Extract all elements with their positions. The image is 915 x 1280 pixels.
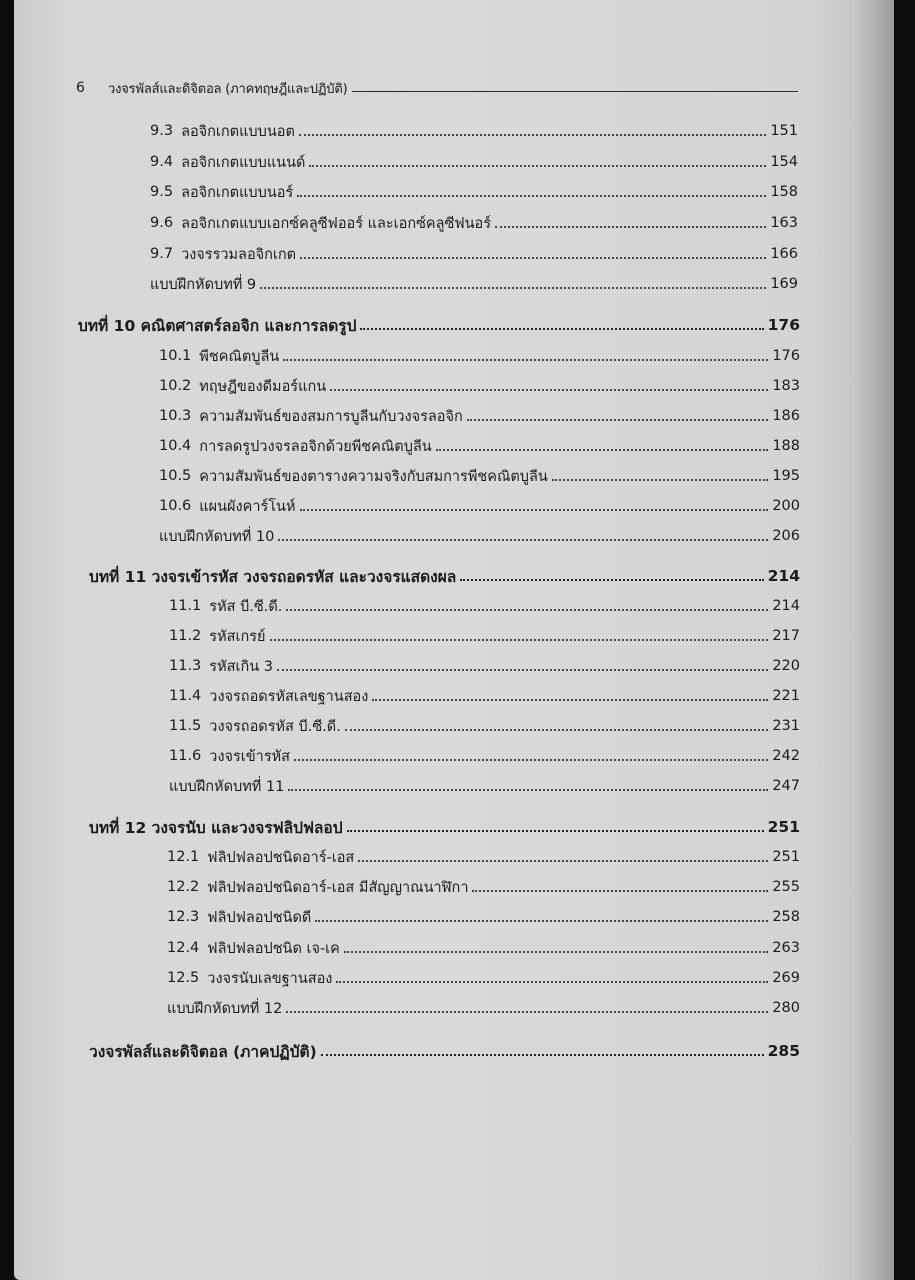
section-number: 11.6 [169,748,202,764]
section-number: 10.3 [159,408,192,424]
toc-entry [159,343,800,369]
chapter-heading [89,563,800,589]
toc-entry [150,149,798,175]
section-title: ลอจิกเกตแบบนอร์ [181,184,294,201]
dot-leader [467,419,769,421]
practice-section-title: วงจรพัลส์และดิจิตอล (ภาคปฏิบัติ) [89,1042,317,1061]
page-ref: 247 [772,778,800,794]
dot-leader [277,669,768,671]
page-ref: 217 [772,628,800,644]
page-ref: 176 [772,348,800,364]
section-number: 12.3 [167,909,200,925]
section-number: 9.5 [150,184,174,200]
toc-entry [167,935,800,961]
table-of-contents [14,0,894,1280]
toc-exercise-entry [169,773,800,799]
chapter-heading [78,312,800,338]
dot-leader [330,389,768,391]
page-ref: 200 [772,498,800,514]
page-ref: 206 [772,528,800,544]
page-ref: 280 [772,1000,800,1016]
page-ref: 255 [772,879,800,895]
section-number: 11.3 [169,658,202,674]
section-title: ลอจิกเกตแบบแนนด์ [181,154,306,171]
section-title: ฟลิปฟลอปชนิดดี [207,909,312,926]
dot-leader [286,609,768,611]
dot-leader [347,830,764,832]
toc-entry [169,653,800,679]
running-header-title: วงจรพัลส์และดิจิตอล (ภาคทฤษฎีและปฏิบัติ) [108,81,348,97]
page-ref: 154 [770,154,798,170]
section-number: 12.5 [167,970,200,986]
page-ref: 195 [772,468,800,484]
section-number: 12.1 [167,849,200,865]
dot-leader [552,479,768,481]
section-number: 10.4 [159,438,192,454]
page-number: 6 [76,80,85,96]
section-number: 9.7 [150,246,174,262]
toc-entry [169,683,800,709]
section-title: ความสัมพันธ์ของสมการบูลีนกับวงจรลอจิก [199,408,463,425]
section-title: ความสัมพันธ์ของตารางความจริงกับสมการพีชคณิตบูลีน [199,468,548,485]
page-ref: 263 [772,940,800,956]
page-ref: 151 [770,123,798,139]
section-title: แผนผังคาร์โนห์ [199,498,296,515]
section-number: 9.6 [150,215,174,231]
page-ref: 220 [772,658,800,674]
dot-leader [436,449,769,451]
chapter-heading [89,814,800,840]
section-title: รหัสเกิน 3 [209,658,273,675]
exercise-title: แบบฝึกหัดบทที่ 12 [167,1000,283,1017]
toc-entry [169,743,800,769]
dot-leader [336,981,768,983]
section-number: 11.2 [169,628,202,644]
dot-leader [299,134,766,136]
section-number: 10.6 [159,498,192,514]
practice-section-heading [89,1038,800,1064]
page-ref: 269 [772,970,800,986]
toc-entry [159,493,800,519]
chapter-title: บทที่ 10 คณิตศาสตร์ลอจิก และการลดรูป [78,316,357,335]
dot-leader [345,729,769,731]
toc-entry [159,403,800,429]
dot-leader [372,699,768,701]
exercise-title: แบบฝึกหัดบทที่ 10 [159,528,275,545]
dot-leader [358,860,768,862]
section-title: การลดรูปวงจรลอจิกด้วยพีชคณิตบูลีน [199,438,432,455]
dot-leader [283,359,768,361]
page-ref: 176 [767,316,800,334]
book-page [14,0,894,1280]
toc-entry [167,844,800,870]
page-ref: 251 [772,849,800,865]
section-number: 12.4 [167,940,200,956]
toc-entry [150,118,798,144]
dot-leader [495,226,766,228]
dot-leader [472,890,768,892]
dot-leader [321,1054,764,1056]
page-ref: 214 [772,598,800,614]
page-ref: 231 [772,718,800,734]
section-number: 11.5 [169,718,202,734]
section-number: 12.2 [167,879,200,895]
section-number: 10.2 [159,378,192,394]
toc-entry [150,179,798,205]
chapter-title: บทที่ 11 วงจรเข้ารหัส วงจรถอดรหัส และวงจรแสดงผล [89,567,457,586]
section-title: วงจรถอดรหัสเลขฐานสอง [209,688,369,705]
toc-entry [150,210,798,236]
toc-entry [167,874,800,900]
page-ref: 221 [772,688,800,704]
toc-exercise-entry [167,995,800,1021]
exercise-title: แบบฝึกหัดบทที่ 9 [150,276,257,293]
dot-leader [278,539,768,541]
page-ref: 166 [770,246,798,262]
dot-leader [315,920,768,922]
dot-leader [297,195,766,197]
section-title: รหัส บี.ซี.ดี. [209,598,283,615]
dot-leader [300,509,769,511]
dot-leader [360,328,763,330]
toc-entry [159,373,800,399]
page-ref: 251 [767,818,800,836]
section-number: 11.1 [169,598,202,614]
dot-leader [288,789,768,791]
toc-entry [169,623,800,649]
page-ref: 285 [767,1042,800,1060]
section-title: วงจรถอดรหัส บี.ซี.ดี. [209,718,341,735]
dot-leader [286,1011,768,1013]
page-ref: 158 [770,184,798,200]
dot-leader [260,287,766,289]
toc-exercise-entry [159,523,800,549]
section-title: วงจรเข้ารหัส [209,748,291,765]
section-title: รหัสเกรย์ [209,628,266,645]
page-ref: 186 [772,408,800,424]
section-title: วงจรนับเลขฐานสอง [207,970,333,987]
page-ref: 214 [767,567,800,585]
toc-entry [167,965,800,991]
toc-entry [167,904,800,930]
section-number: 10.1 [159,348,192,364]
section-number: 10.5 [159,468,192,484]
section-number: 9.3 [150,123,174,139]
page-ref: 258 [772,909,800,925]
dot-leader [309,165,766,167]
toc-entry [159,433,800,459]
dot-leader [270,639,769,641]
toc-entry [150,241,798,267]
section-title: ฟลิปฟลอปชนิดอาร์-เอส [207,849,355,866]
exercise-title: แบบฝึกหัดบทที่ 11 [169,778,285,795]
section-number: 11.4 [169,688,202,704]
section-title: ฟลิปฟลอปชนิดอาร์-เอส มีสัญญาณนาฬิกา [207,879,469,896]
page-ref: 188 [772,438,800,454]
toc-entry [169,593,800,619]
section-title: ลอจิกเกตแบบเอกซ์คลูซีฟออร์ และเอกซ์คลูซีฟนอร์ [181,215,492,232]
dot-leader [300,257,766,259]
section-title: วงจรรวมลอจิกเกต [181,246,297,263]
dot-leader [294,759,768,761]
section-number: 9.4 [150,154,174,170]
dot-leader [460,579,763,581]
chapter-title: บทที่ 12 วงจรนับ และวงจรฟลิปฟลอป [89,818,343,837]
section-title: ทฤษฎีของดีมอร์แกน [199,378,327,395]
page-ref: 183 [772,378,800,394]
section-title: ลอจิกเกตแบบนอต [181,123,295,140]
toc-entry [159,463,800,489]
page-ref: 163 [770,215,798,231]
section-title: พีชคณิตบูลีน [199,348,280,365]
dot-leader [344,951,768,953]
page-ref: 169 [770,276,798,292]
toc-entry [169,713,800,739]
page-ref: 242 [772,748,800,764]
toc-exercise-entry [150,271,798,297]
section-title: ฟลิปฟลอปชนิด เจ-เค [207,940,340,957]
